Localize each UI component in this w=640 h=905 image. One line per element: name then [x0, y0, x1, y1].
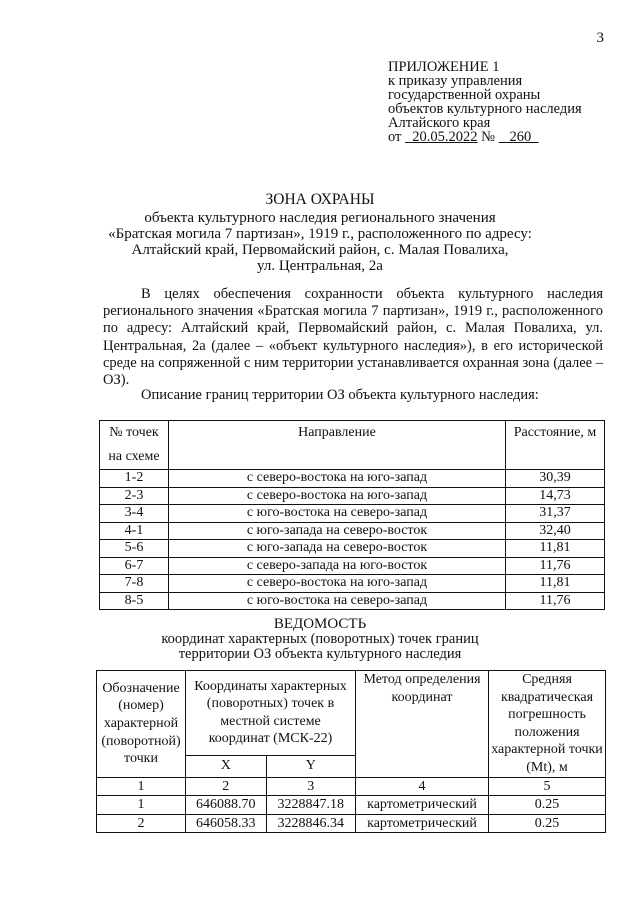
appendix-line: к приказу управления: [388, 73, 523, 89]
column-number: 5: [489, 777, 606, 796]
table-row: [97, 796, 606, 815]
coordinates-table-body: [97, 796, 606, 833]
table-row: [100, 557, 605, 575]
title-line: ул. Центральная, 2а: [257, 258, 383, 274]
cell-error: 0.25: [489, 814, 606, 833]
boundary-table: [99, 420, 605, 610]
cell-points: 5-6: [100, 540, 169, 558]
column-number: 1: [97, 777, 186, 796]
cell-points: 8-5: [100, 592, 169, 610]
cell-direction: с северо-востока на юго-запад: [169, 575, 506, 593]
cell-distance: 30,39: [506, 470, 605, 488]
header-error: Средняя квадратическая погрешность положения характерной точки (Mt), м: [489, 671, 606, 778]
document-title: [0, 192, 640, 274]
cell-direction: с северо-запада на юго-восток: [169, 557, 506, 575]
description-paragraph: Описание границ территории ОЗ объекта культурного наследия:: [141, 387, 539, 403]
cell-x: 646058.33: [186, 814, 267, 833]
header-direction: Направление: [169, 421, 506, 470]
cell-distance: 14,73: [506, 487, 605, 505]
cell-y: 3228847.18: [266, 796, 355, 815]
cell-direction: с юго-востока на северо-запад: [169, 505, 506, 523]
cell-direction: с северо-востока на юго-запад: [169, 487, 506, 505]
cell-x: 646088.70: [186, 796, 267, 815]
cell-points: 4-1: [100, 522, 169, 540]
order-date: 20.05.2022: [412, 129, 478, 145]
order-number: 260: [509, 129, 532, 145]
cell-distance: 11,76: [506, 592, 605, 610]
boundary-table-body: [100, 470, 605, 610]
table-row: [100, 505, 605, 523]
title-line: объекта культурного наследия регионального значения: [144, 210, 496, 226]
intro-paragraph: В целях обеспечения сохранности объекта культурного наследия регионального значения «Братская могила 7 партизан», 1919 г., расположенного по адресу: Алтайский край, Первомайский район, с. Малая Повалиха, ул. Центральная, 2а (далее – «объект культурного наследия»), в его исторической среде на сопряженной с ним территории устанавливается охранная зона (далее – ОЗ).: [103, 286, 603, 389]
table-row: [100, 487, 605, 505]
table-header-row: [97, 671, 606, 756]
appendix-block: [388, 60, 582, 144]
header-designation: Обозначение (номер) характерной (поворотной) точки: [97, 671, 186, 778]
cell-point: 2: [97, 814, 186, 833]
coordinates-heading: ВЕДОМОСТЬ: [273, 616, 367, 632]
cell-distance: 32,40: [506, 522, 605, 540]
cell-y: 3228846.34: [266, 814, 355, 833]
table-row: [100, 592, 605, 610]
cell-points: 7-8: [100, 575, 169, 593]
header-coordinates: Координаты характерных (поворотных) точек в местной системе координат (МСК-22): [186, 671, 356, 756]
coordinates-subtitle: территории ОЗ объекта культурного наследия: [178, 646, 462, 662]
header-x: X: [186, 755, 267, 777]
cell-direction: с северо-востока на юго-запад: [169, 470, 506, 488]
column-number: 2: [186, 777, 267, 796]
table-row: [100, 575, 605, 593]
cell-distance: 11,81: [506, 540, 605, 558]
table-row: [100, 470, 605, 488]
header-method: Метод определения координат: [356, 671, 489, 778]
appendix-line: объектов культурного наследия: [388, 101, 582, 117]
cell-direction: с юго-запада на северо-восток: [169, 540, 506, 558]
cell-error: 0.25: [489, 796, 606, 815]
appendix-line: государственной охраны: [388, 87, 541, 103]
coordinates-title: [0, 617, 640, 662]
column-number: 3: [266, 777, 355, 796]
table-row: [100, 522, 605, 540]
header-distance: Расстояние, м: [506, 421, 605, 470]
cell-direction: с юго-востока на северо-запад: [169, 592, 506, 610]
cell-points: 2-3: [100, 487, 169, 505]
cell-points: 6-7: [100, 557, 169, 575]
table-row: [97, 814, 606, 833]
cell-distance: 31,37: [506, 505, 605, 523]
title-line: Алтайский край, Первомайский район, с. Малая Повалиха,: [131, 242, 509, 258]
title-line: «Братская могила 7 партизан», 1919 г., расположенного по адресу:: [108, 226, 532, 242]
column-number: 4: [356, 777, 489, 796]
table-header-row: [100, 421, 605, 470]
cell-points: 1-2: [100, 470, 169, 488]
cell-points: 3-4: [100, 505, 169, 523]
appendix-line: Алтайского края: [388, 115, 491, 131]
order-number-label: №: [481, 129, 495, 145]
cell-method: картометрический: [356, 796, 489, 815]
cell-direction: с юго-запада на северо-восток: [169, 522, 506, 540]
coordinates-table: [96, 670, 606, 833]
page-number: 3: [596, 30, 604, 46]
order-line: [388, 130, 582, 144]
header-points: № точек на схеме: [100, 421, 169, 470]
coordinates-subtitle: координат характерных (поворотных) точек границ: [161, 631, 479, 647]
appendix-title: ПРИЛОЖЕНИЕ 1: [388, 59, 500, 75]
title-heading: ЗОНА ОХРАНЫ: [265, 191, 375, 208]
order-prefix: от: [388, 129, 402, 145]
header-y: Y: [266, 755, 355, 777]
cell-method: картометрический: [356, 814, 489, 833]
table-row: [100, 540, 605, 558]
cell-distance: 11,76: [506, 557, 605, 575]
cell-point: 1: [97, 796, 186, 815]
cell-distance: 11,81: [506, 575, 605, 593]
column-number-row: [97, 777, 606, 796]
